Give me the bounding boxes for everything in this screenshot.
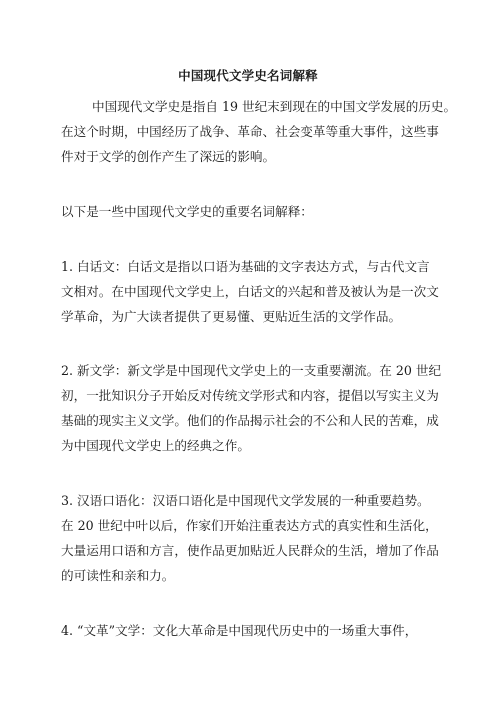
item-1-line-1: 1. 白话文：白话文是指以口语为基础的文字表达方式，与古代文言 [61,259,430,274]
item-3-line-1: 3. 汉语口语化：汉语口语化是中国现代文学发展的一种重要趋势。 [61,493,430,508]
item-3-line-2: 在 20 世纪中叶以后，作家们开始注重表达方式的真实性和生活化， [61,518,438,533]
item-1-line-3: 学革命，为广大读者提供了更易懂、更贴近生活的文学作品。 [61,309,402,324]
item-1-line-2: 文相对。在中国现代文学史上，白话文的兴起和普及被认为是一次文 [61,284,439,299]
item-3-line-3: 大量运用口语和方言，使作品更加贴近人民群众的生活，增加了作品 [61,543,439,558]
intro-line-1: 中国现代文学史是指自 19 世纪末到现在的中国文学发展的历史。 [92,99,457,114]
item-4-line-1: 4. “文革”文学：文化大革命是中国现代历史中的一场重大事件， [61,623,418,638]
intro-line-2: 在这个时期，中国经历了战争、革命、社会变革等重大事件，这些事 [61,124,439,139]
lead-sentence: 以下是一些中国现代文学史的重要名词解释： [61,204,313,219]
item-2-line-1: 2. 新文学：新文学是中国现代文学史上的一支重要潮流。在 20 世纪 [61,363,442,378]
item-3-line-4: 的可读性和亲和力。 [61,568,175,583]
document-title: 中国现代文学史名词解释 [178,68,318,83]
item-2-line-2: 初，一批知识分子开始反对传统文学形式和内容，提倡以写实主义为 [61,388,439,403]
item-2-line-4: 为中国现代文学史上的经典之作。 [61,438,250,453]
intro-line-3: 件对于文学的创作产生了深远的影响。 [61,149,276,164]
item-2-line-3: 基础的现实主义文学。他们的作品揭示社会的不公和人民的苦难，成 [61,413,439,428]
